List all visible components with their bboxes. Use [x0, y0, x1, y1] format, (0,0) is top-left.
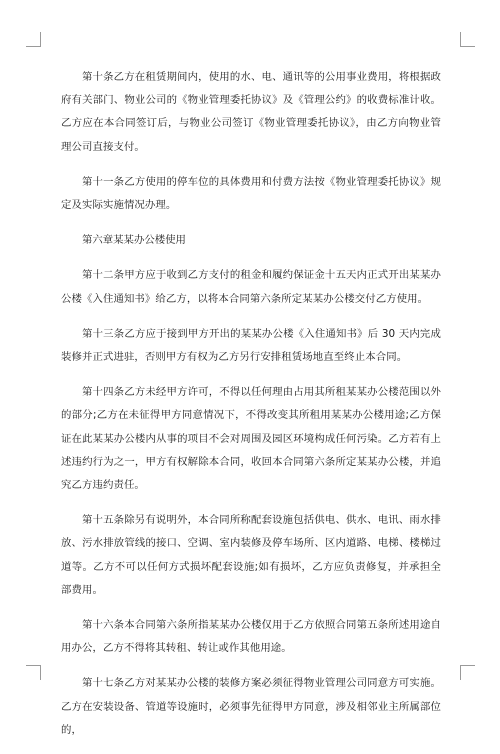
crop-mark-top-right: [460, 32, 475, 47]
article-14: 第十四条乙方未经甲方许可，不得以任何理由占用其所租某某办公楼范围以外的部分;乙方在未征得甲方同意情况下，不得改变其所租用某某办公楼用途;乙方保证在此某某办公楼内从事的项目不会对周围及园区环境构成任何污染。乙方若有上述违约行为之一，甲方有权解除本合同，收回本合同第六条所定某某办公楼，并追究乙方违约责任。: [61, 386, 441, 492]
article-12: 第十二条甲方应于收到乙方支付的租金和履约保证金十五天内正式开出某某办公楼《入住通知书》给乙方，以将本合同第六条所定某某办公楼交付乙方使用。: [61, 269, 441, 305]
crop-mark-bottom-left: [26, 665, 41, 680]
article-10: 第十条乙方在租赁期间内，使用的水、电、通讯等的公用事业费用，将根据政府有关部门、物业公司的《物业管理委托协议》及《管理公约》的收费标准计收。乙方应在本合同签订后，与物业公司签订《物业管理委托协议》，由乙方向物业管理公司直接支付。: [61, 71, 441, 153]
article-15: 第十五条除另有说明外，本合同所称配套设施包括供电、供水、电讯、雨水排放、污水排放管线的接口、空调、室内装修及停车场所、区内道路、电梯、楼梯过道等。乙方不可以任何方式损坏配套设施;如有损坏，乙方应负责修复，并承担全部费用。: [61, 514, 441, 596]
article-16: 第十六条本合同第六条所指某某办公楼仅用于乙方依照合同第五条所述用途自用办公，乙方不得将其转租、转让或作其他用途。: [61, 619, 441, 655]
article-11: 第十一条乙方使用的停车位的具体费用和付费方法按《物业管理委托协议》规定及实际实施情况办理。: [61, 175, 441, 212]
crop-mark-bottom-right: [460, 665, 475, 680]
article-17: 第十七条乙方对某某办公楼的装修方案必须征得物业管理公司同意方可实施。乙方在安装设备、管道等设施时，必须事先征得甲方同意，涉及相邻业主所属部位的，: [61, 677, 441, 736]
chapter-heading: 第六章某某办公楼使用: [82, 234, 186, 247]
article-13: 第十三条乙方应于接到甲方开出的某某办公楼《入住通知书》后 30 天内完成装修并正式进驻，否则甲方有权为乙方另行安排租赁场地直至终止本合同。: [61, 327, 441, 364]
document-body: [61, 66, 441, 754]
crop-mark-top-left: [26, 32, 41, 47]
